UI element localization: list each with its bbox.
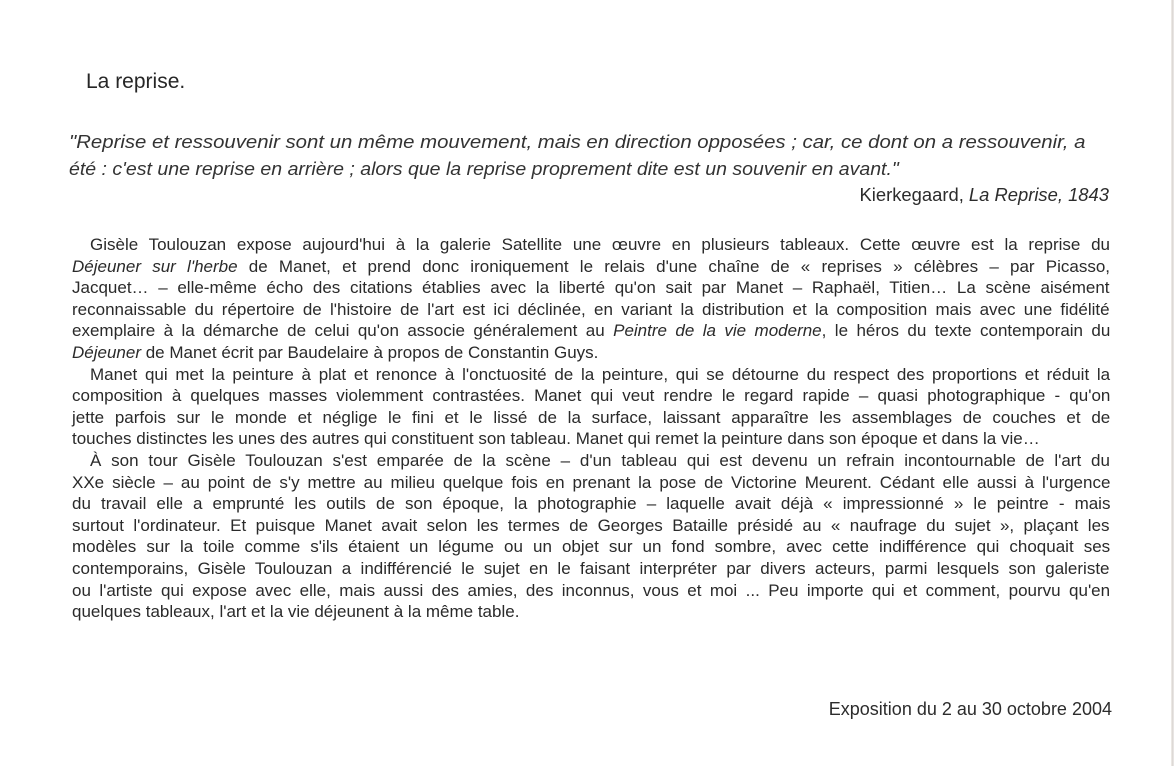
- epigraph-author: Kierkegaard,: [859, 184, 969, 205]
- text-line: [72, 299, 1110, 321]
- text-run: exemplaire à la démarche de celui qu'on associe généralement au: [72, 321, 614, 341]
- epigraph-quote: [69, 128, 1111, 182]
- text-run: XXe siècle – au point de s'y mettre au milieu quelque fois en prenant la pose de Victorine Meurent. Cédant elle aussi à l'urgence: [72, 472, 1111, 492]
- text-line: [72, 407, 1110, 429]
- text-run: ou l'artiste qui expose avec elle, mais aussi des amies, des inconnus, vous et moi ... Peu importe qui et comment, pourvu qu'en: [72, 580, 1111, 600]
- text-run: quelques tableaux, l'art et la vie déjeunent à la même table.: [72, 602, 520, 622]
- article-body: [72, 234, 1110, 623]
- text-line: [72, 493, 1110, 515]
- text-line: [72, 364, 1110, 386]
- italic-title: Déjeuner: [72, 342, 141, 362]
- epigraph-line: "Reprise et ressouvenir sont un même mouvement, mais en direction opposées ; car, ce dont on a ressouvenir, a: [69, 131, 1086, 152]
- text-line: [72, 320, 1110, 342]
- italic-title: Déjeuner sur l'herbe: [72, 256, 238, 276]
- epigraph-work: La Reprise, 1843: [968, 184, 1109, 205]
- italic-title: Peintre de la vie moderne: [613, 321, 822, 341]
- text-line: [72, 234, 1110, 256]
- epigraph-attribution: [860, 184, 1109, 206]
- text-run: composition à quelques masses violemment contrastées. Manet qui veut rendre le regard rapide – quasi photographique - qu'on: [72, 386, 1111, 406]
- text-line: [72, 558, 1110, 580]
- text-run: reconnaissable du répertoire de l'histoire de l'art est ici déclinée, en variant la distribution et la composition mais avec une fidélité: [72, 299, 1110, 319]
- text-line: [72, 428, 1110, 450]
- text-run: modèles sur la toile comme s'ils étaient un légume ou un objet sur un fond sombre, avec cette indifférence qui choquait ses: [72, 537, 1111, 557]
- text-run: , le héros du texte contemporain du: [821, 321, 1111, 341]
- text-line: [72, 277, 1110, 299]
- page-title: La reprise.: [86, 70, 186, 93]
- paragraph: [72, 450, 1110, 623]
- text-run: jette parfois sur le monde et néglige le fini et le lissé de la surface, laissant apparaître les assemblages de couches et de: [72, 407, 1111, 427]
- text-line: [72, 601, 1110, 623]
- text-run: surtout l'ordinateur. Et puisque Manet avait selon les termes de Georges Bataille présidé au « naufrage du sujet », plaçant les: [72, 515, 1110, 535]
- text-line: [72, 385, 1110, 407]
- text-line: [72, 536, 1110, 558]
- epigraph-line: été : c'est une reprise en arrière ; alors que la reprise proprement dite est un souvenir en avant.": [69, 158, 899, 179]
- text-run: À son tour Gisèle Toulouzan s'est emparée de la scène – d'un tableau qui est devenu un refrain incontournable de l'art du: [90, 450, 1110, 470]
- text-run: Manet qui met la peinture à plat et renonce à l'onctuosité de la peinture, qui se détourne du respect des proportions et réduit la: [90, 364, 1111, 384]
- paragraph: [72, 364, 1110, 450]
- text-run: du travail elle a emprunté les outils de son époque, la photographie – laquelle avait déjà « impressionné » le peintre - mais: [72, 494, 1111, 514]
- text-line: [72, 515, 1110, 537]
- text-run: Jacquet… – elle-même écho des citations établies avec la liberté qu'on sait par Manet – Raphaël, Titien… La scène aisément: [72, 278, 1110, 298]
- exhibition-dates: Exposition du 2 au 30 octobre 2004: [828, 699, 1112, 719]
- text-line: [72, 342, 1110, 364]
- text-line: [72, 580, 1110, 602]
- paragraph: [72, 234, 1110, 364]
- text-line: [72, 256, 1110, 278]
- text-run: Gisèle Toulouzan expose aujourd'hui à la galerie Satellite une œuvre en plusieurs tableaux. Cette œuvre est la reprise du: [90, 235, 1111, 254]
- text-line: [72, 472, 1110, 494]
- text-run: contemporains, Gisèle Toulouzan a indifférencié le sujet en le faisant interpréter par divers acteurs, parmi lesquels son galeriste: [72, 558, 1110, 578]
- text-run: de Manet écrit par Baudelaire à propos de Constantin Guys.: [141, 342, 599, 362]
- text-run: de Manet, et prend donc ironiquement le relais d'une chaîne de « reprises » célèbres – par Picasso,: [237, 256, 1111, 276]
- text-line: [72, 450, 1110, 472]
- text-run: touches distinctes les unes des autres qui constituent son tableau. Manet qui remet la peinture dans son époque et dans la vie…: [72, 429, 1040, 449]
